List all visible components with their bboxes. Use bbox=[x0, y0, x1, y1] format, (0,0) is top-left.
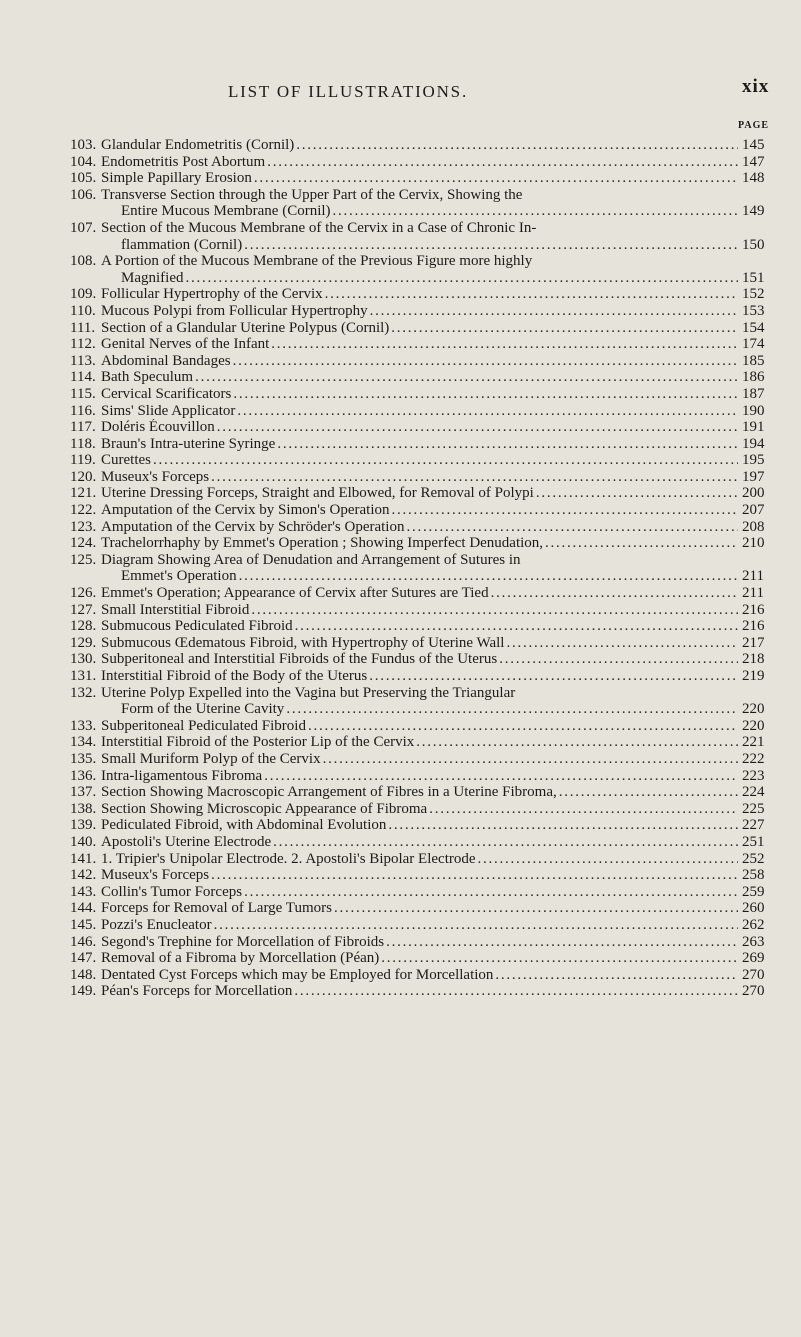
entry-line bbox=[0, 784, 801, 801]
entry-line bbox=[0, 237, 801, 254]
dot-leader bbox=[369, 668, 738, 685]
page-reference: 258 bbox=[742, 867, 765, 884]
page-reference: 270 bbox=[742, 966, 765, 983]
figure-title: Intra-ligamentous Fibroma bbox=[101, 767, 263, 784]
figure-number: 110. bbox=[70, 302, 96, 319]
dot-leader bbox=[271, 336, 738, 353]
figure-title: Diagram Showing Area of Denudation and Arrangement of Sutures in bbox=[101, 551, 521, 568]
figure-title: Small Muriform Polyp of the Cervix bbox=[101, 750, 321, 767]
figure-title: flammation (Cornil) bbox=[121, 236, 243, 253]
figure-title: Section Showing Macroscopic Arrangement of Fibres in a Uterine Fibroma, bbox=[101, 784, 557, 801]
figure-number: 142. bbox=[70, 867, 97, 884]
list-item bbox=[0, 967, 801, 984]
list-item bbox=[0, 900, 801, 917]
figure-number: 108. bbox=[70, 253, 97, 270]
figure-number: 133. bbox=[70, 717, 97, 734]
figure-number: 106. bbox=[70, 186, 97, 203]
figure-title: A Portion of the Mucous Membrane of the Previous Figure more highly bbox=[101, 253, 533, 270]
figure-title: Section Showing Microscopic Appearance of Fibroma bbox=[101, 800, 428, 817]
dot-leader bbox=[478, 851, 738, 868]
figure-number: 120. bbox=[70, 468, 97, 485]
list-item bbox=[0, 552, 801, 585]
page-reference: 269 bbox=[742, 950, 765, 967]
page-reference: 200 bbox=[742, 485, 765, 502]
page-reference: 252 bbox=[742, 850, 765, 867]
figure-title: Doléris Écouvillon bbox=[101, 419, 215, 436]
figure-number: 134. bbox=[70, 734, 97, 751]
dot-leader bbox=[388, 817, 738, 834]
page-reference: 147 bbox=[742, 153, 765, 170]
figure-number: 114. bbox=[70, 369, 96, 386]
figure-title: Subperitoneal Pediculated Fibroid bbox=[101, 717, 306, 734]
list-item bbox=[0, 286, 801, 303]
entry-line bbox=[0, 900, 801, 917]
figure-number: 149. bbox=[70, 983, 97, 1000]
figure-title: Trachelorrhaphy by Emmet's Operation ; Showing Imperfect Denudation, bbox=[101, 535, 544, 552]
entry-line bbox=[0, 967, 801, 984]
entry-line bbox=[0, 950, 801, 967]
dot-leader bbox=[239, 568, 738, 585]
entry-line bbox=[0, 502, 801, 519]
list-item bbox=[0, 220, 801, 253]
figure-title: Glandular Endometritis (Cornil) bbox=[101, 137, 295, 153]
dot-leader bbox=[251, 602, 738, 619]
figure-number: 123. bbox=[70, 518, 97, 535]
list-item bbox=[0, 784, 801, 801]
figure-number: 103. bbox=[70, 137, 97, 153]
figure-title: Section of a Glandular Uterine Polypus (Cornil) bbox=[101, 319, 390, 336]
figure-title: Abdominal Bandages bbox=[101, 352, 231, 369]
list-item bbox=[0, 651, 801, 668]
list-item bbox=[0, 734, 801, 751]
entry-line bbox=[0, 701, 801, 718]
list-item bbox=[0, 817, 801, 834]
figure-title: Subperitoneal and Interstitial Fibroids of the Fundus of the Uterus bbox=[101, 651, 498, 668]
figure-title: Bath Speculum bbox=[101, 369, 194, 386]
list-item bbox=[0, 386, 801, 403]
page-reference: 270 bbox=[742, 983, 765, 1000]
figure-title: Sims' Slide Applicator bbox=[101, 402, 236, 419]
page-reference: 217 bbox=[742, 634, 765, 651]
list-item bbox=[0, 751, 801, 768]
list-item bbox=[0, 403, 801, 420]
dot-leader bbox=[273, 834, 738, 851]
figure-title: Entire Mucous Membrane (Cornil) bbox=[121, 203, 331, 220]
entry-line bbox=[0, 917, 801, 934]
list-item bbox=[0, 668, 801, 685]
entry-line bbox=[0, 303, 801, 320]
dot-leader bbox=[334, 900, 738, 917]
entry-line bbox=[0, 253, 801, 270]
entry-line bbox=[0, 270, 801, 287]
figure-title: Follicular Hypertrophy of the Cervix bbox=[101, 286, 323, 303]
page-reference: 224 bbox=[742, 784, 765, 801]
page-column-label: PAGE bbox=[738, 120, 770, 131]
page-reference: 259 bbox=[742, 883, 765, 900]
entry-line bbox=[0, 137, 801, 154]
figure-number: 111. bbox=[70, 319, 96, 336]
list-item bbox=[0, 369, 801, 386]
list-item bbox=[0, 884, 801, 901]
figure-title: Collin's Tumor Forceps bbox=[101, 883, 243, 900]
list-item bbox=[0, 154, 801, 171]
figure-number: 124. bbox=[70, 535, 97, 552]
entry-line bbox=[0, 170, 801, 187]
dot-leader bbox=[506, 635, 738, 652]
page-reference: 186 bbox=[742, 369, 765, 386]
list-item bbox=[0, 618, 801, 635]
figure-number: 143. bbox=[70, 883, 97, 900]
page-reference: 211 bbox=[742, 585, 764, 602]
dot-leader bbox=[406, 519, 738, 536]
entry-line bbox=[0, 203, 801, 220]
dot-leader bbox=[153, 452, 738, 469]
figure-number: 129. bbox=[70, 634, 97, 651]
dot-leader bbox=[370, 303, 738, 320]
entry-line bbox=[0, 602, 801, 619]
dot-leader bbox=[211, 867, 738, 884]
dot-leader bbox=[545, 535, 738, 552]
page-reference: 208 bbox=[742, 518, 765, 535]
dot-leader bbox=[233, 353, 738, 370]
list-item bbox=[0, 436, 801, 453]
figure-title: Submucous Œdematous Fibroid, with Hypertrophy of Uterine Wall bbox=[101, 634, 505, 651]
entry-line bbox=[0, 452, 801, 469]
entry-line bbox=[0, 519, 801, 536]
figure-number: 137. bbox=[70, 784, 97, 801]
dot-leader bbox=[499, 651, 738, 668]
figure-title: Submucous Pediculated Fibroid bbox=[101, 618, 293, 635]
figure-number: 104. bbox=[70, 153, 97, 170]
figure-number: 147. bbox=[70, 950, 97, 967]
list-item bbox=[0, 917, 801, 934]
figure-number: 136. bbox=[70, 767, 97, 784]
entry-line bbox=[0, 734, 801, 751]
figure-number: 135. bbox=[70, 750, 97, 767]
page-reference: 174 bbox=[742, 336, 765, 353]
dot-leader bbox=[244, 884, 738, 901]
entry-line bbox=[0, 403, 801, 420]
dot-leader bbox=[237, 403, 738, 420]
dot-leader bbox=[277, 436, 738, 453]
figure-title: Uterine Dressing Forceps, Straight and Elbowed, for Removal of Polypi bbox=[101, 485, 534, 502]
figure-title: Pozzi's Enucleator bbox=[101, 916, 212, 933]
list-item bbox=[0, 469, 801, 486]
page-reference: 219 bbox=[742, 668, 765, 684]
list-item bbox=[0, 485, 801, 502]
dot-leader bbox=[286, 701, 738, 718]
dot-leader bbox=[536, 485, 738, 502]
dot-leader bbox=[233, 386, 738, 403]
figure-title: Emmet's Operation; Appearance of Cervix after Sutures are Tied bbox=[101, 585, 489, 602]
figure-title: Curettes bbox=[101, 452, 151, 469]
page-reference: 227 bbox=[742, 817, 765, 834]
page-reference: 220 bbox=[742, 717, 765, 734]
entry-line bbox=[0, 685, 801, 702]
figure-title: Removal of a Fibroma by Morcellation (Péan) bbox=[101, 950, 380, 967]
figure-number: 127. bbox=[70, 601, 97, 618]
page-reference: 185 bbox=[742, 352, 765, 369]
page-reference: 225 bbox=[742, 800, 765, 817]
entry-line bbox=[0, 867, 801, 884]
dot-leader bbox=[392, 502, 738, 519]
list-item bbox=[0, 934, 801, 951]
figure-title: Museux's Forceps bbox=[101, 468, 210, 485]
entry-line bbox=[0, 718, 801, 735]
figure-title: Transverse Section through the Upper Part of the Cervix, Showing the bbox=[101, 186, 523, 203]
figure-title: Braun's Intra-uterine Syringe bbox=[101, 435, 276, 452]
figure-title: Genital Nerves of the Infant bbox=[101, 336, 270, 353]
running-head: LIST OF ILLUSTRATIONS. bbox=[228, 82, 468, 101]
list-item bbox=[0, 535, 801, 552]
figure-title: Emmet's Operation bbox=[121, 568, 237, 585]
figure-title: Magnified bbox=[121, 269, 184, 286]
page-reference: 149 bbox=[742, 203, 765, 220]
entry-line bbox=[0, 336, 801, 353]
entry-line bbox=[0, 535, 801, 552]
list-item bbox=[0, 851, 801, 868]
page-reference: 195 bbox=[742, 452, 765, 469]
list-item bbox=[0, 303, 801, 320]
entry-line bbox=[0, 668, 801, 685]
illustration-list bbox=[0, 137, 801, 1000]
figure-number: 128. bbox=[70, 618, 97, 635]
figure-number: 145. bbox=[70, 916, 97, 933]
dot-leader bbox=[264, 768, 738, 785]
entry-line bbox=[0, 934, 801, 951]
entry-line bbox=[0, 851, 801, 868]
entry-line bbox=[0, 651, 801, 668]
dot-leader bbox=[416, 734, 738, 751]
page-reference: 221 bbox=[742, 734, 765, 751]
entry-line bbox=[0, 801, 801, 818]
page-reference: 191 bbox=[742, 419, 765, 436]
entry-line bbox=[0, 187, 801, 204]
list-item bbox=[0, 950, 801, 967]
entry-line bbox=[0, 220, 801, 237]
figure-title: Apostoli's Uterine Electrode bbox=[101, 833, 272, 850]
entry-line bbox=[0, 154, 801, 171]
list-item bbox=[0, 137, 801, 154]
list-item bbox=[0, 187, 801, 220]
page-reference: 152 bbox=[742, 286, 765, 303]
page-reference: 218 bbox=[742, 651, 765, 668]
page-reference: 223 bbox=[742, 767, 765, 784]
figure-title: Cervical Scarificators bbox=[101, 385, 232, 402]
list-item bbox=[0, 336, 801, 353]
figure-title: Pediculated Fibroid, with Abdominal Evolution bbox=[101, 817, 387, 834]
figure-title: Péan's Forceps for Morcellation bbox=[101, 983, 293, 1000]
figure-title: Amputation of the Cervix by Simon's Operation bbox=[101, 502, 390, 519]
page-reference: 251 bbox=[742, 833, 765, 850]
entry-line bbox=[0, 635, 801, 652]
figure-number: 132. bbox=[70, 684, 97, 701]
figure-number: 126. bbox=[70, 585, 97, 602]
page-reference: 211 bbox=[742, 568, 764, 585]
entry-line bbox=[0, 568, 801, 585]
page-header bbox=[0, 76, 801, 106]
list-item bbox=[0, 635, 801, 652]
list-item bbox=[0, 519, 801, 536]
dot-leader bbox=[296, 137, 738, 154]
entry-line bbox=[0, 884, 801, 901]
figure-title: Endometritis Post Abortum bbox=[101, 153, 266, 170]
entry-line bbox=[0, 817, 801, 834]
page-reference: 210 bbox=[742, 535, 765, 552]
list-item bbox=[0, 320, 801, 337]
list-item bbox=[0, 718, 801, 735]
figure-title: Interstitial Fibroid of the Posterior Lip of the Cervix bbox=[101, 734, 415, 751]
figure-number: 112. bbox=[70, 336, 96, 353]
entry-line bbox=[0, 768, 801, 785]
entry-line bbox=[0, 983, 801, 1000]
figure-number: 118. bbox=[70, 435, 96, 452]
entry-line bbox=[0, 751, 801, 768]
entry-line bbox=[0, 834, 801, 851]
list-item bbox=[0, 170, 801, 187]
entry-line bbox=[0, 485, 801, 502]
page-reference: 194 bbox=[742, 435, 765, 452]
dot-leader bbox=[214, 917, 738, 934]
dot-leader bbox=[429, 801, 738, 818]
dot-leader bbox=[381, 950, 738, 967]
page-reference: 145 bbox=[742, 137, 765, 153]
page-reference: 154 bbox=[742, 319, 765, 336]
figure-number: 121. bbox=[70, 485, 97, 502]
figure-title: Forceps for Removal of Large Tumors bbox=[101, 900, 332, 917]
list-item bbox=[0, 585, 801, 602]
figure-title: Dentated Cyst Forceps which may be Employed for Morcellation bbox=[101, 966, 494, 983]
dot-leader bbox=[195, 369, 738, 386]
dot-leader bbox=[333, 203, 738, 220]
list-item bbox=[0, 502, 801, 519]
entry-line bbox=[0, 585, 801, 602]
page-reference: 260 bbox=[742, 900, 765, 917]
page-reference: 262 bbox=[742, 916, 765, 933]
entry-line bbox=[0, 618, 801, 635]
figure-number: 117. bbox=[70, 419, 96, 436]
figure-title: Section of the Mucous Membrane of the Cervix in a Case of Chronic In- bbox=[101, 219, 537, 236]
figure-number: 146. bbox=[70, 933, 97, 950]
entry-line bbox=[0, 436, 801, 453]
dot-leader bbox=[391, 320, 738, 337]
figure-title: Mucous Polypi from Follicular Hypertrophy bbox=[101, 302, 368, 319]
dot-leader bbox=[267, 154, 738, 171]
page-reference: 220 bbox=[742, 701, 765, 718]
dot-leader bbox=[244, 237, 738, 254]
dot-leader bbox=[308, 718, 738, 735]
figure-number: 109. bbox=[70, 286, 97, 303]
entry-line bbox=[0, 320, 801, 337]
figure-number: 125. bbox=[70, 551, 97, 568]
page-reference: 187 bbox=[742, 385, 765, 402]
list-item bbox=[0, 834, 801, 851]
figure-title: Form of the Uterine Cavity bbox=[121, 701, 285, 718]
dot-leader bbox=[217, 419, 738, 436]
figure-title: Segond's Trephine for Morcellation of Fibroids bbox=[101, 933, 385, 950]
figure-title: Small Interstitial Fibroid bbox=[101, 601, 250, 618]
entry-line bbox=[0, 353, 801, 370]
figure-number: 148. bbox=[70, 966, 97, 983]
page-reference: 150 bbox=[742, 236, 765, 253]
figure-number: 139. bbox=[70, 817, 97, 834]
figure-number: 105. bbox=[70, 170, 97, 187]
page-reference: 190 bbox=[742, 402, 765, 419]
figure-title: Simple Papillary Erosion bbox=[101, 170, 252, 187]
dot-leader bbox=[185, 270, 738, 287]
page-reference: 197 bbox=[742, 468, 765, 485]
figure-number: 140. bbox=[70, 833, 97, 850]
dot-leader bbox=[495, 967, 738, 984]
figure-number: 113. bbox=[70, 352, 96, 369]
figure-title: Interstitial Fibroid of the Body of the Uterus bbox=[101, 668, 368, 684]
dot-leader bbox=[254, 170, 738, 187]
entry-line bbox=[0, 369, 801, 386]
page-reference: 151 bbox=[742, 269, 765, 286]
entry-line bbox=[0, 469, 801, 486]
list-item bbox=[0, 452, 801, 469]
figure-number: 122. bbox=[70, 502, 97, 519]
list-item bbox=[0, 419, 801, 436]
dot-leader bbox=[211, 469, 738, 486]
page-reference: 207 bbox=[742, 502, 765, 519]
page-reference: 216 bbox=[742, 601, 765, 618]
dot-leader bbox=[559, 784, 738, 801]
dot-leader bbox=[294, 983, 738, 1000]
entry-line bbox=[0, 386, 801, 403]
page-reference: 263 bbox=[742, 933, 765, 950]
page-number: xix bbox=[742, 76, 770, 97]
list-item bbox=[0, 685, 801, 718]
figure-number: 131. bbox=[70, 668, 97, 684]
figure-title: Amputation of the Cervix by Schröder's Operation bbox=[101, 518, 405, 535]
entry-line bbox=[0, 419, 801, 436]
figure-number: 141. bbox=[70, 850, 97, 867]
figure-number: 107. bbox=[70, 219, 97, 236]
list-item bbox=[0, 867, 801, 884]
figure-number: 115. bbox=[70, 385, 96, 402]
list-item bbox=[0, 801, 801, 818]
figure-number: 144. bbox=[70, 900, 97, 917]
figure-number: 130. bbox=[70, 651, 97, 668]
page-reference: 153 bbox=[742, 302, 765, 319]
dot-leader bbox=[323, 751, 738, 768]
figure-number: 119. bbox=[70, 452, 96, 469]
list-item bbox=[0, 983, 801, 1000]
dot-leader bbox=[295, 618, 738, 635]
figure-title: 1. Tripier's Unipolar Electrode. 2. Apostoli's Bipolar Electrode bbox=[101, 850, 476, 867]
list-item bbox=[0, 253, 801, 286]
page-reference: 148 bbox=[742, 170, 765, 187]
figure-number: 138. bbox=[70, 800, 97, 817]
dot-leader bbox=[386, 934, 738, 951]
entry-line bbox=[0, 286, 801, 303]
list-item bbox=[0, 353, 801, 370]
list-item bbox=[0, 768, 801, 785]
page-reference: 216 bbox=[742, 618, 765, 635]
figure-number: 116. bbox=[70, 402, 96, 419]
dot-leader bbox=[325, 286, 738, 303]
figure-title: Uterine Polyp Expelled into the Vagina but Preserving the Triangular bbox=[101, 684, 516, 701]
figure-title: Museux's Forceps bbox=[101, 867, 210, 884]
entry-line bbox=[0, 552, 801, 569]
page-reference: 222 bbox=[742, 750, 765, 767]
dot-leader bbox=[491, 585, 738, 602]
list-item bbox=[0, 602, 801, 619]
